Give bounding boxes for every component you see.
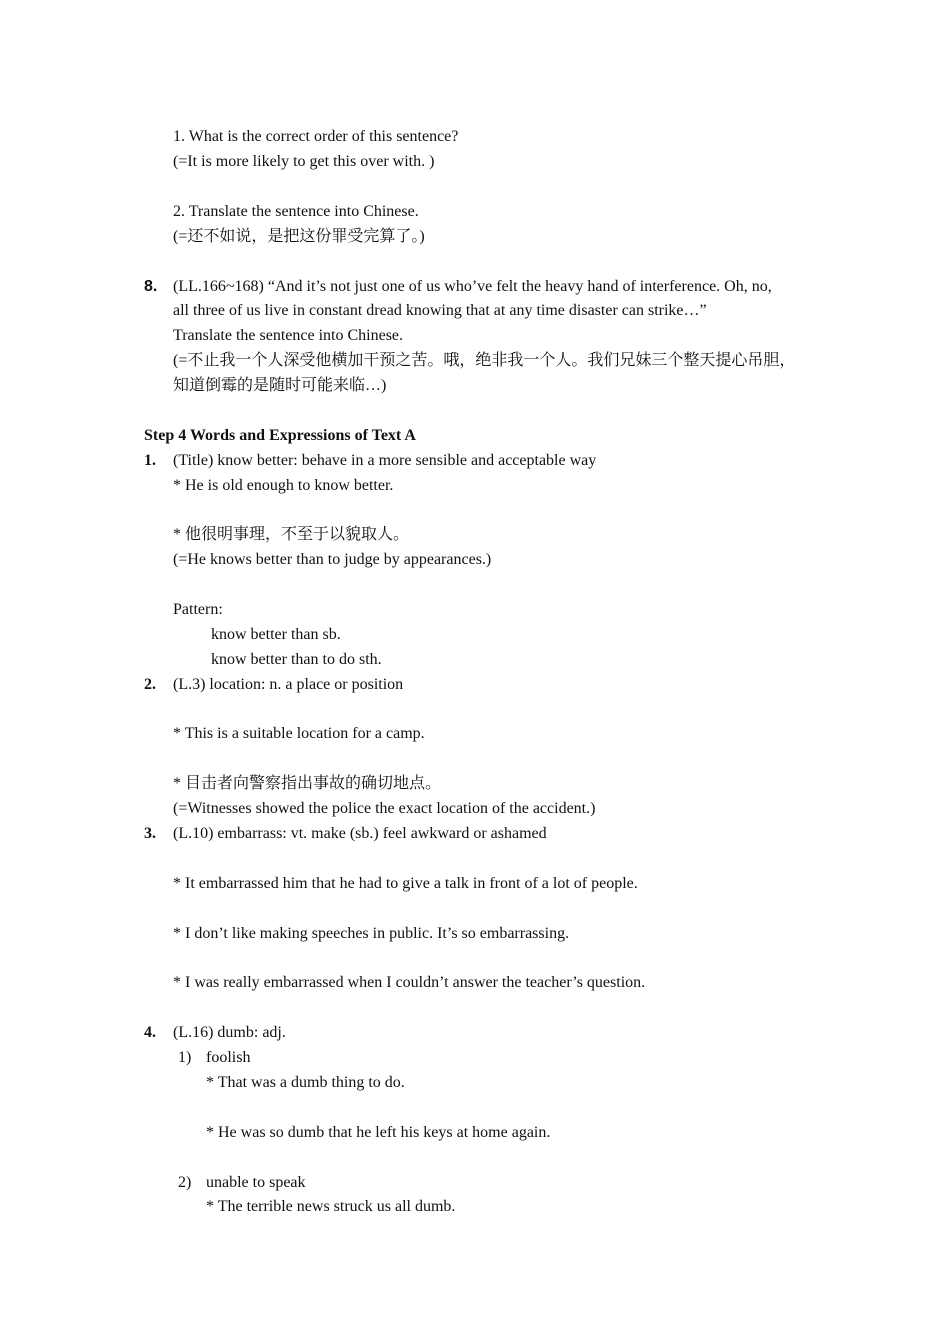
entry-3-number: 3. [144,825,156,842]
entry-1-example-2-cn: * 他很明事理，不至于以貌取人。 [173,526,410,543]
entry-3-example-2: * I don’t like making speeches in public. It’s so embarrassing. [173,925,570,942]
entry-3-definition: (L.10) embarrass: vt. make (sb.) feel awkward or ashamed [173,825,547,842]
entry-1-pattern-label: Pattern: [173,601,223,618]
entry-3-example-3: * I was really embarrassed when I couldn’t answer the teacher’s question. [173,974,646,991]
question-2-text: 2. Translate the sentence into Chinese. [173,203,419,220]
entry-3-example-1: * It embarrassed him that he had to give a talk in front of a lot of people. [173,875,638,892]
entry-1-definition: (Title) know better: behave in a more sensible and acceptable way [173,452,597,469]
item-8-instruction: Translate the sentence into Chinese. [173,327,404,344]
entry-2-number: 2. [144,676,156,693]
entry-2-example-1: * This is a suitable location for a camp. [173,725,425,742]
item-8-number: 8. [144,278,158,295]
item-8-quote-line-1: (LL.166~168) “And it’s not just one of us who’ve felt the heavy hand of interference. Oh, no, [173,278,772,295]
question-1-answer: (=It is more likely to get this over with. ) [173,153,435,170]
item-8-quote-line-2: all three of us live in constant dread knowing that at any time disaster can strike…” [173,302,707,319]
entry-4-sense-1-example-2: * He was so dumb that he left his keys at home again. [206,1124,551,1141]
entry-1-pattern-1: know better than sb. [211,626,341,643]
entry-1-number: 1. [144,452,156,469]
entry-2-example-2-en: (=Witnesses showed the police the exact location of the accident.) [173,800,596,817]
question-2-answer: (=还不如说，是把这份罪受完算了。) [173,228,425,245]
item-8-answer-line-1: (=不止我一个人深受他横加干预之苦。哦，绝非我一个人。我们兄妹三个整天提心吊胆， [173,352,796,369]
entry-4-sense-1: foolish [206,1049,251,1066]
entry-4-sense-2: unable to speak [206,1174,306,1191]
item-8-answer-line-2: 知道倒霉的是随时可能来临…) [173,377,387,394]
entry-4-sense-2-example-1: * The terrible news struck us all dumb. [206,1198,456,1215]
entry-1-example-1: * He is old enough to know better. [173,477,394,494]
entry-4-number: 4. [144,1024,156,1041]
entry-2-definition: (L.3) location: n. a place or position [173,676,404,693]
entry-4-definition: (L.16) dumb: adj. [173,1024,286,1041]
entry-4-sense-2-number: 2) [178,1174,192,1191]
entry-4-sense-1-number: 1) [178,1049,192,1066]
question-1-text: 1. What is the correct order of this sentence? [173,128,459,145]
step-4-heading: Step 4 Words and Expressions of Text A [144,427,416,444]
entry-4-sense-1-example-1: * That was a dumb thing to do. [206,1074,405,1091]
entry-2-example-2-cn: * 目击者向警察指出事故的确切地点。 [173,775,442,792]
entry-1-example-2-en: (=He knows better than to judge by appearances.) [173,551,492,568]
entry-1-pattern-2: know better than to do sth. [211,651,382,668]
